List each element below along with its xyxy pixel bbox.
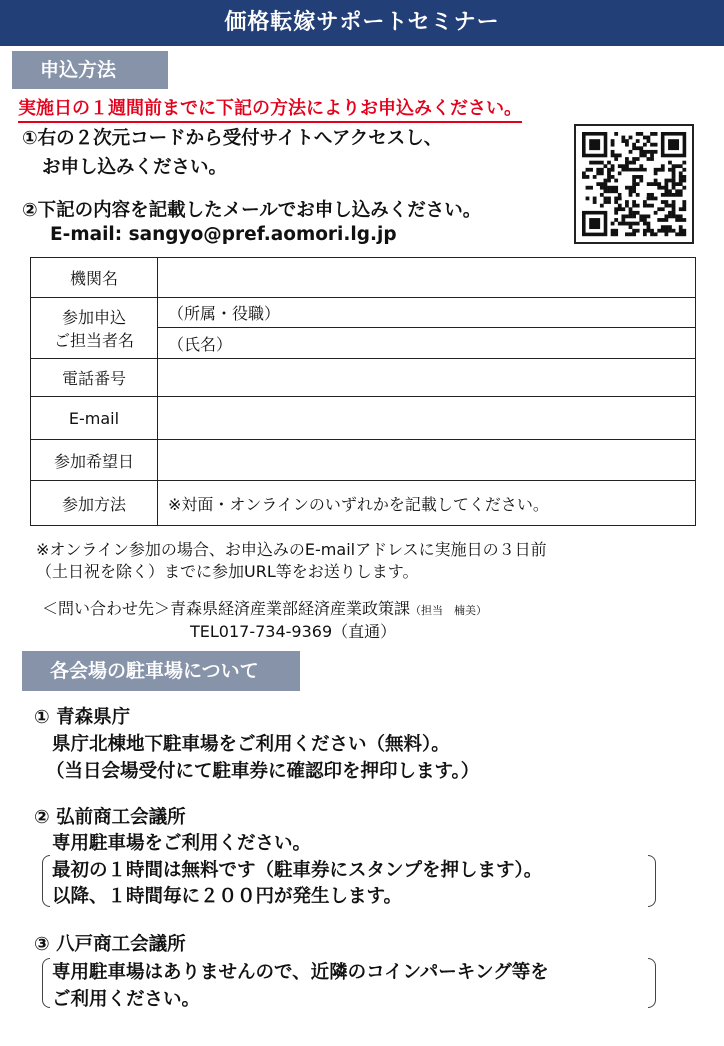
contact-department: 青森県経済産業部経済産業政策課 (170, 599, 411, 618)
online-note-line2: （土日祝を除く）までに参加URL等をお送りします。 (36, 562, 419, 581)
bracket-left (42, 958, 50, 1008)
table-row (31, 298, 696, 328)
bracket-left (42, 855, 50, 907)
table-row (31, 359, 696, 397)
label-contact-person-line1: 参加申込 (61, 308, 126, 327)
page-title: 価格転嫁サポートセミナー (0, 0, 724, 46)
venue1-line2: （当日会場受付にて駐車券に確認印を押印します。） (46, 761, 480, 782)
venue3-line2: ご利用ください。 (52, 989, 201, 1010)
bracket-right (648, 855, 656, 907)
field-preferred-date (158, 440, 696, 481)
venue3-line1: 専用駐車場はありませんので、近隣のコインパーキング等を (52, 962, 549, 983)
contact-person: （担当 楠美） (410, 604, 488, 617)
venue3-title: ③ 八戸商工会議所 (34, 934, 186, 955)
qr-code-icon (576, 126, 692, 242)
venue2-line2: 最初の１時間は無料です（駐車券にスタンプを押します）。 (52, 860, 543, 881)
label-participation-method: 参加方法 (31, 481, 158, 526)
table-row (31, 440, 696, 481)
contact-email[interactable]: E-mail: sangyo@pref.aomori.lg.jp (50, 224, 397, 245)
contact-prefix: ＜問い合わせ先＞ (42, 599, 171, 618)
section-label-apply: 申込方法 (12, 51, 168, 89)
contact-line (42, 596, 487, 619)
method2-line1: ②下記の内容を記載したメールでお申し込みください。 (22, 200, 482, 221)
venue2-line1: 専用駐車場をご利用ください。 (52, 833, 312, 854)
venue2-line3: 以降、１時間毎に２００円が発生します。 (52, 886, 403, 907)
field-email (158, 397, 696, 440)
venue2-title: ② 弘前商工会議所 (34, 807, 186, 828)
field-name: （氏名） (158, 328, 696, 359)
bracket-right (648, 958, 656, 1008)
venue1-line1: 県庁北棟地下駐車場をご利用ください（無料）。 (52, 734, 450, 755)
table-row (31, 397, 696, 440)
label-email: E-mail (31, 397, 158, 440)
label-contact-person (31, 298, 158, 359)
application-form-table (30, 257, 696, 526)
apply-deadline-notice: 実施日の１週間前までに下記の方法によりお申込みください。 (18, 94, 522, 123)
method1-line1: ①右の２次元コードから受付サイトへアクセスし、 (22, 128, 443, 149)
field-organization (158, 258, 696, 298)
field-phone (158, 359, 696, 397)
contact-tel[interactable]: TEL017-734-9369（直通） (190, 622, 397, 641)
method1-line2: お申し込みください。 (42, 157, 228, 178)
label-preferred-date: 参加希望日 (31, 440, 158, 481)
label-contact-person-line2: ご担当者名 (53, 331, 134, 350)
field-participation-method: ※対面・オンラインのいずれかを記載してください。 (158, 481, 696, 526)
table-row (31, 258, 696, 298)
online-note-line1: ※オンライン参加の場合、お申込みのE-mailアドレスに実施日の３日前 (36, 540, 547, 559)
label-organization: 機関名 (31, 258, 158, 298)
qr-code[interactable] (574, 124, 694, 244)
table-row (31, 481, 696, 526)
field-affiliation: （所属・役職） (158, 298, 696, 328)
section-label-parking: 各会場の駐車場について (22, 651, 300, 691)
label-phone: 電話番号 (31, 359, 158, 397)
venue1-title: ① 青森県庁 (34, 707, 131, 728)
